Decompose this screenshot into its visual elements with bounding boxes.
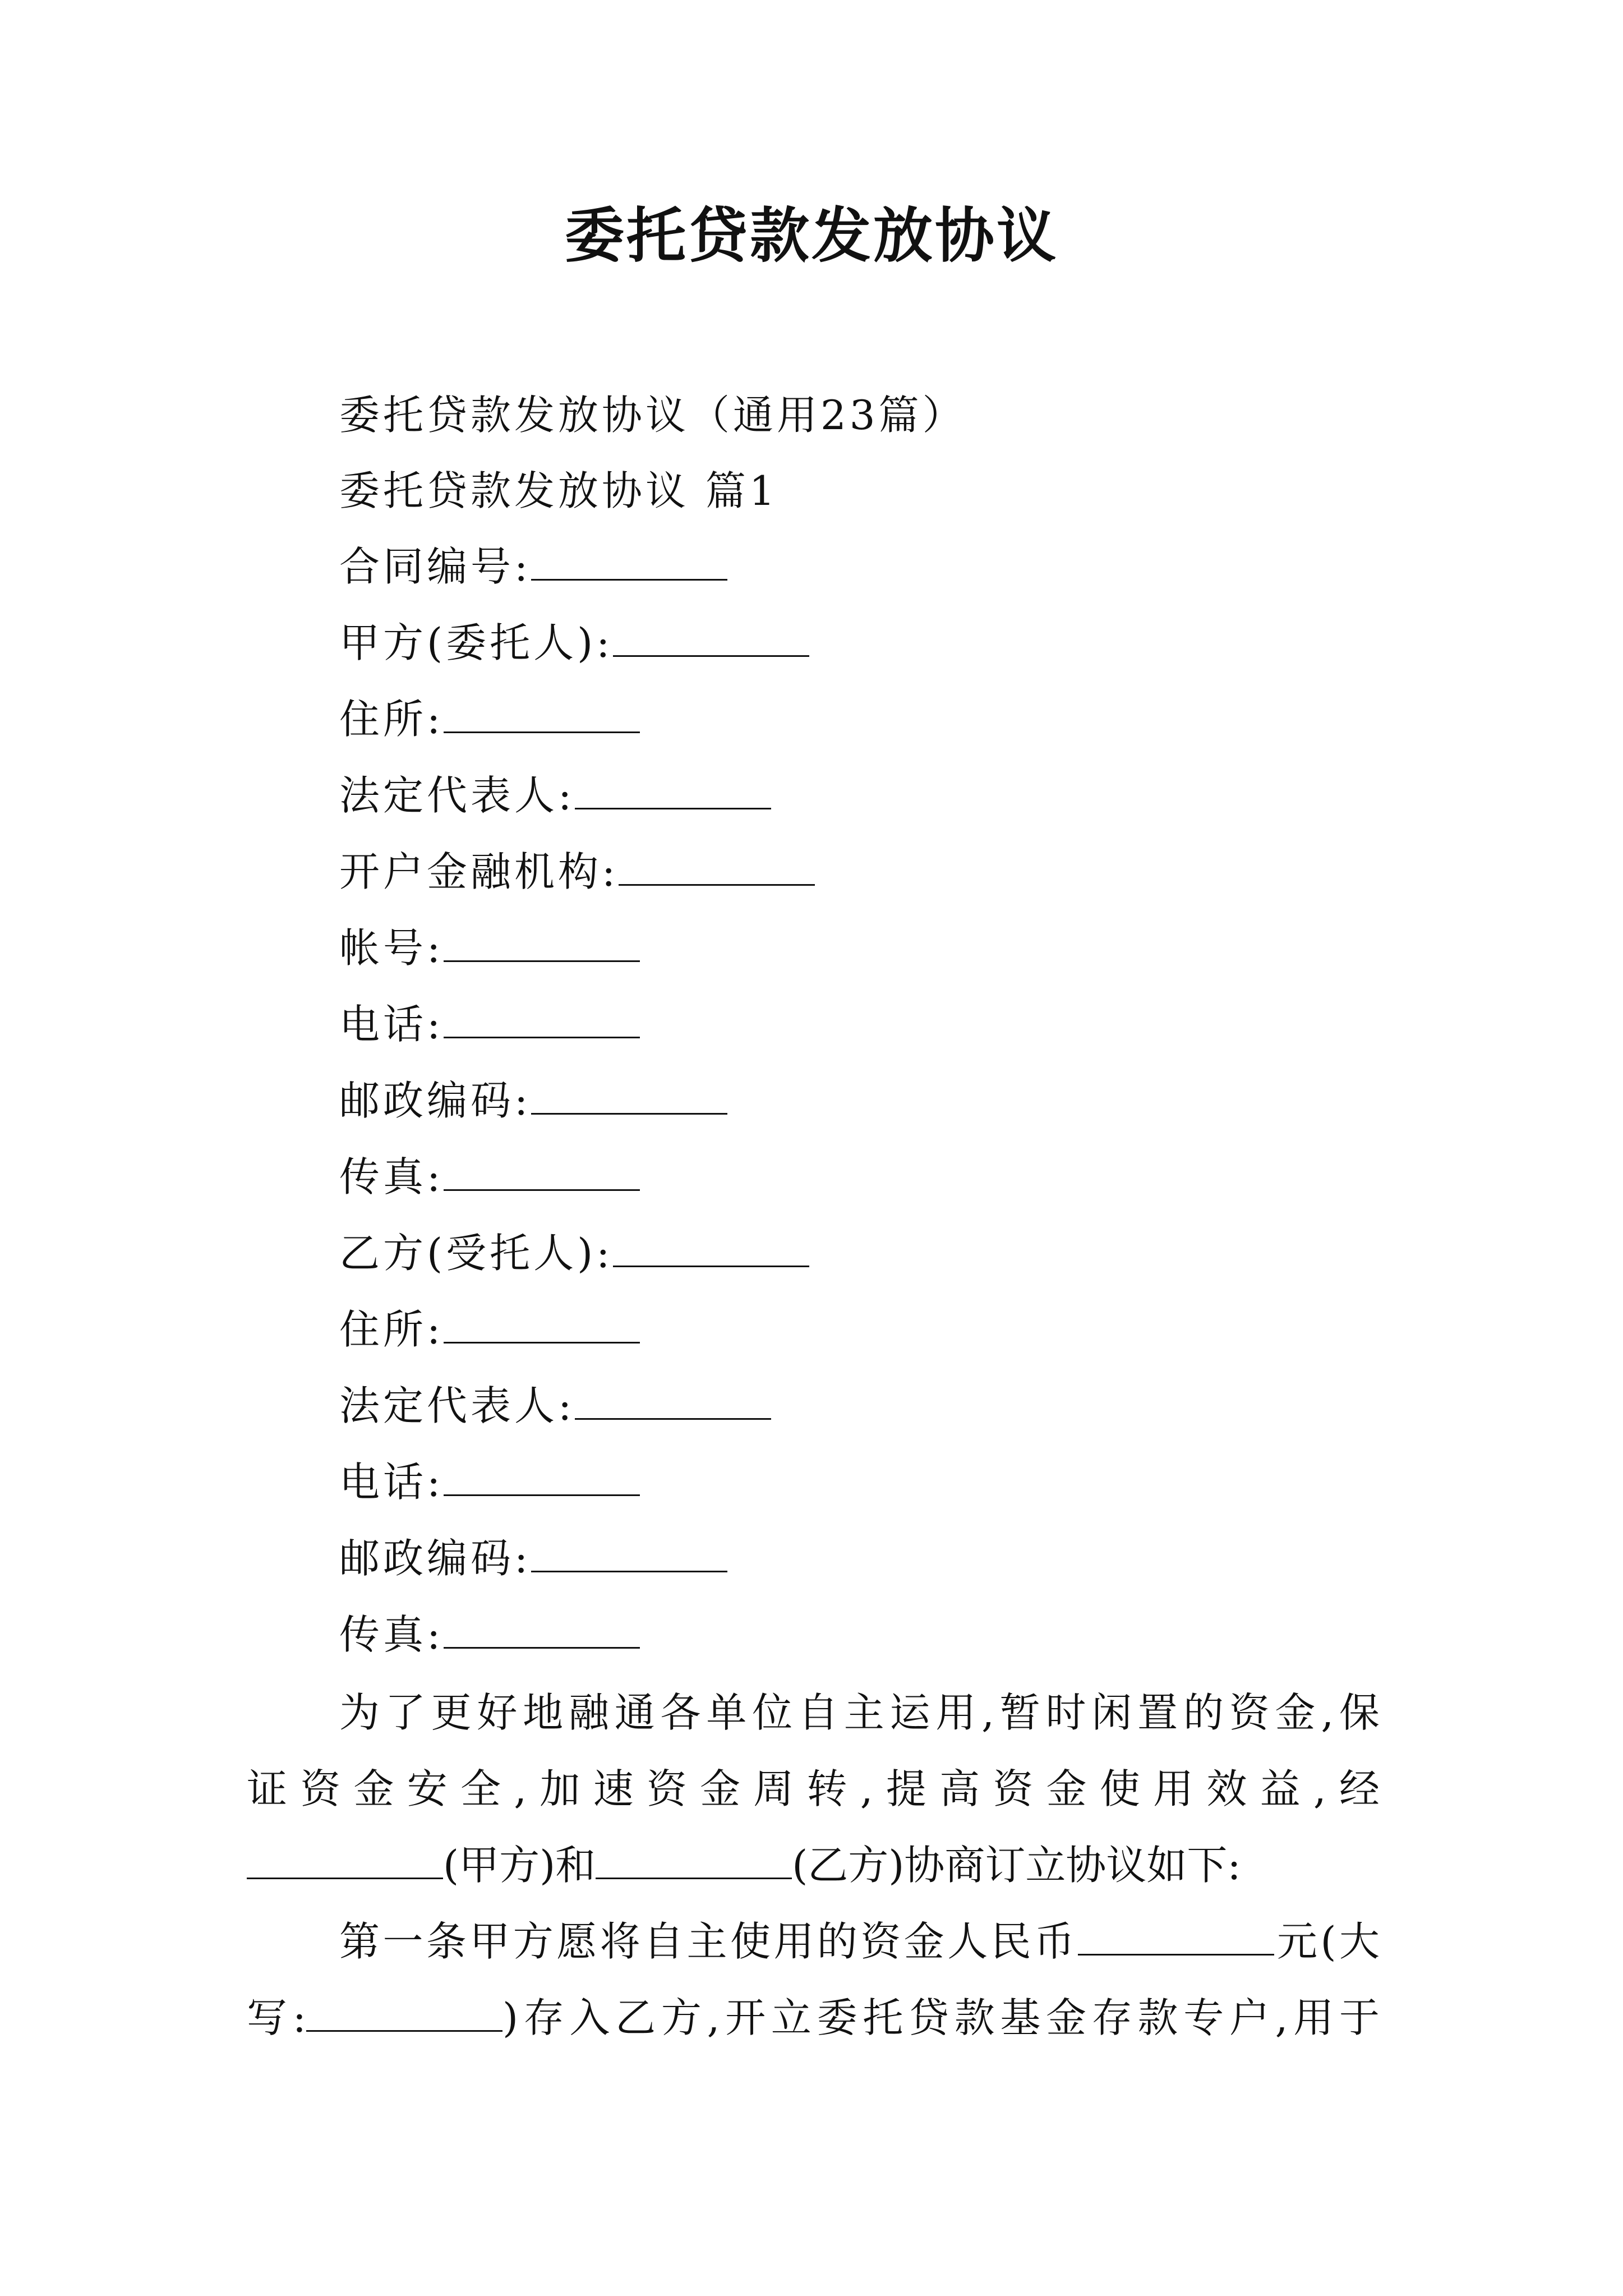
fill-in-blank [444, 1151, 640, 1191]
paragraph-text: (乙方)协商订立协议如下: [792, 1842, 1241, 1889]
fill-in-blank [531, 541, 727, 581]
fill-in-blank [613, 1227, 809, 1267]
fill-in-blank [306, 1992, 502, 2032]
fill-in-blank [575, 1380, 771, 1420]
document-subtitle: 委托贷款发放协议（通用23篇） [339, 392, 966, 439]
field-label: 邮政编码: [339, 1535, 532, 1582]
paragraph-text: 元(大 [1274, 1918, 1380, 1965]
field-party-b-representative [339, 1378, 771, 1434]
paragraph-line [247, 1827, 1380, 1903]
field-label: 帐号: [339, 924, 444, 972]
fill-in-blank [444, 922, 640, 962]
paragraph-line: 为了更好地融通各单位自主运用,暂时闲置的资金,保 [339, 1689, 1380, 1736]
field-contract-number [339, 539, 727, 595]
fill-in-blank [1078, 1916, 1274, 1955]
field-party-b-address [339, 1301, 640, 1358]
fill-in-blank [531, 1075, 727, 1115]
section-heading: 委托贷款发放协议 篇1 [339, 467, 778, 514]
fill-in-blank [619, 846, 815, 886]
paragraph-line [247, 1903, 1380, 1980]
field-party-a-bank [339, 844, 815, 900]
field-label: 法定代表人: [339, 1382, 575, 1429]
field-party-a-fax [339, 1149, 640, 1205]
field-label: 邮政编码: [339, 1077, 532, 1124]
fill-in-blank [444, 1304, 640, 1343]
field-party-a-postcode [339, 1073, 727, 1129]
field-party-b [339, 1225, 809, 1281]
fill-in-blank [444, 999, 640, 1038]
field-label: 甲方(委托人): [339, 619, 614, 666]
fill-in-blank [444, 1609, 640, 1649]
field-party-a-phone [339, 996, 640, 1052]
field-label: 乙方(受托人): [339, 1230, 614, 1277]
fill-in-blank [444, 1456, 640, 1496]
field-label: 合同编号: [339, 543, 532, 590]
fill-in-blank [247, 1839, 443, 1879]
paragraph-text: )存入乙方,开立委托贷款基金存款专户,用于 [502, 1994, 1380, 2041]
field-party-a [339, 615, 809, 671]
fill-in-blank [596, 1839, 792, 1879]
field-party-a-representative [339, 767, 771, 823]
fill-in-blank [444, 693, 640, 733]
field-label: 电话: [339, 1001, 444, 1048]
paragraph-article-1 [247, 1903, 1380, 2056]
paragraph-line: 证资金安全,加速资金周转,提高资金使用效益,经 [247, 1765, 1380, 1812]
document-title: 委托贷款发放协议 [565, 200, 1058, 270]
fill-in-blank [531, 1533, 727, 1572]
field-party-a-address [339, 691, 640, 747]
field-label: 传真: [339, 1611, 444, 1658]
field-label: 传真: [339, 1153, 444, 1200]
field-party-a-account [339, 920, 640, 976]
paragraph-text: 第一条甲方愿将自主使用的资金人民币 [339, 1918, 1078, 1965]
field-party-b-phone [339, 1454, 640, 1510]
paragraph-text: 写: [247, 1994, 306, 2041]
paragraph-line [247, 1980, 1380, 2056]
paragraph-purpose [247, 1674, 1380, 1903]
field-label: 电话: [339, 1458, 444, 1506]
fill-in-blank [613, 617, 809, 657]
field-party-b-fax [339, 1607, 640, 1663]
fill-in-blank [575, 770, 771, 809]
field-label: 开户金融机构: [339, 848, 619, 895]
field-label: 法定代表人: [339, 772, 575, 819]
field-label: 住所: [339, 696, 444, 743]
field-label: 住所: [339, 1306, 444, 1353]
paragraph-text: (甲方)和 [443, 1842, 596, 1889]
field-party-b-postcode [339, 1530, 727, 1586]
